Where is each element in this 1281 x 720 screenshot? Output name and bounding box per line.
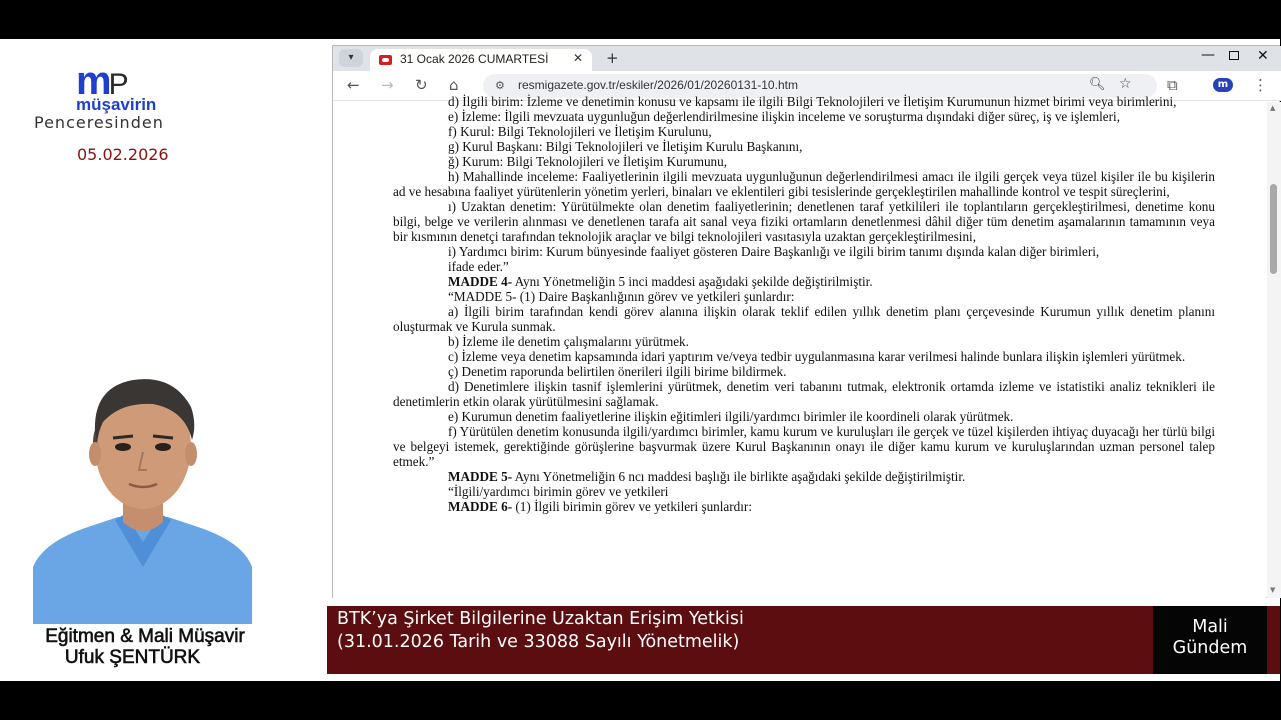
presenter-name: Ufuk ŞENTÜRK — [64, 647, 201, 668]
document-paragraph — [393, 259, 1215, 274]
article-heading: MADDE 6- — [448, 499, 513, 514]
extensions-icon[interactable]: ⧉ — [1167, 76, 1178, 94]
segment-label: Mali Gündem — [1172, 617, 1248, 658]
paragraph-text: ğ) Kurum: Bilgi Teknolojileri ve İletişim Kurumunu, — [448, 154, 728, 169]
bookmark-star-icon[interactable]: ☆ — [1119, 76, 1132, 92]
paragraph-text: “MADDE 5- (1) Daire Başkanlığının görev ve yetkileri şunlardır: — [448, 289, 795, 304]
logo-name: müşavirin — [76, 95, 157, 114]
document-paragraph — [393, 109, 1215, 124]
document-paragraph — [393, 379, 1215, 409]
plus-icon[interactable]: + — [606, 49, 619, 67]
vertical-scrollbar[interactable] — [1267, 102, 1281, 598]
tab-title: 31 Ocak 2026 CUMARTESİ — [400, 52, 549, 66]
paragraph-text: d) İlgili birim: İzleme ve denetimin konusu ve kapsamı ile ilgili Bilgi Teknolojileri ve İletişim Kurumunun hizmet birimi veya birimlerini, — [448, 94, 1177, 109]
scroll-down-icon[interactable]: ▼ — [1270, 586, 1276, 594]
video-date: 05.02.2026 — [77, 145, 169, 164]
paragraph-text: h) Mahallinde inceleme: Faaliyetlerinin ilgili mevzuata uygunluğunun değerlendirilmesi amacı ile ilgili gerçek veya tüzel kişiler ile bu kişilerin ad ve hesabına faaliyet yürütenlerin yönetim yerleri, binaları ve eklentileri gibi tesislerinde gerçekleştirilen mahallinde kontrol ve tespit süreçlerini, — [393, 169, 1215, 199]
lower-third-banner — [327, 606, 1153, 674]
menu-kebab-icon[interactable]: ⋮ — [1253, 76, 1268, 94]
paragraph-text: ifade eder.” — [448, 259, 509, 274]
document-paragraph — [393, 199, 1215, 244]
document-paragraph — [393, 469, 1215, 484]
banner-edge-strip — [1267, 606, 1280, 674]
paragraph-text: ç) Denetim raporunda belirtilen önerileri ilgili birime bildirmek. — [448, 364, 787, 379]
browser-window — [332, 45, 1280, 598]
paragraph-text: Aynı Yönetmeliğin 5 inci maddesi aşağıdaki şekilde değiştirilmiştir. — [512, 274, 873, 289]
headline-line-1: BTK’ya Şirket Bilgilerine Uzaktan Erişim Yetkisi — [337, 609, 744, 629]
scroll-thumb[interactable] — [1270, 184, 1277, 274]
maximize-icon[interactable] — [1229, 51, 1239, 60]
paragraph-text: ı) Uzaktan denetim: Yürütülmekte olan denetim faaliyetlerinin; denetlenen taraf yetkilileri ile toplantıların gerçekleştirilmesi, denetime konu bilgi, belge ve verilerin alınması ve denetlenen tarafa ait sanal veya fiziki ortamların denetlenmesi dâhil diğer tüm denetim aşamalarının tamamının veya bir kısmının denetçi tarafından teknolojik araçlar ve bilgi teknolojileri vasıtasıyla uzaktan gerçekleştirilmesini, — [393, 199, 1215, 244]
zoom-icon[interactable]: 🔍︎ — [1089, 77, 1106, 92]
headline-line-2: (31.01.2026 Tarih ve 33088 Sayılı Yönetmelik) — [337, 632, 740, 652]
paragraph-text: d) Denetimlere ilişkin tasnif işlemlerini yürütmek, denetim veri tabanını tutmak, elektronik ortamda izleme ve istatistiki analiz teknikleri ile denetimlerin etkin olarak yürütülmesini sağlamak. — [393, 379, 1215, 409]
site-settings-icon[interactable]: ⚙ — [495, 79, 505, 92]
favicon-icon — [379, 55, 392, 65]
close-icon[interactable]: ✕ — [573, 51, 584, 65]
document-paragraph — [393, 499, 1215, 514]
tab-resmi-gazete[interactable] — [370, 49, 592, 71]
logo-mark: mP — [76, 59, 129, 103]
tab-strip — [333, 46, 1281, 71]
document-paragraph — [393, 334, 1215, 349]
article-heading: MADDE 4- — [448, 274, 513, 289]
document-paragraph — [393, 364, 1215, 379]
document-paragraph — [393, 169, 1215, 199]
forward-arrow-icon[interactable]: → — [381, 76, 394, 94]
segment-label-box — [1153, 606, 1267, 674]
document-viewport[interactable] — [333, 94, 1266, 598]
document-paragraph — [393, 124, 1215, 139]
regulation-text — [393, 94, 1215, 514]
back-arrow-icon[interactable]: ← — [347, 76, 360, 94]
profile-avatar-icon[interactable]: m — [1213, 78, 1233, 92]
scroll-up-icon[interactable]: ▲ — [1270, 104, 1276, 112]
window-close-icon[interactable]: ✕ — [1257, 48, 1269, 64]
letterbox-bottom — [0, 681, 1280, 720]
letterbox-top — [0, 0, 1280, 39]
paragraph-text: “İlgili/yardımcı birimin görev ve yetkileri — [448, 484, 669, 499]
paragraph-text: Aynı Yönetmeliğin 6 ncı maddesi başlığı ile birlikte aşağıdaki şekilde değiştirilmiştir. — [512, 469, 966, 484]
document-paragraph — [393, 94, 1215, 109]
brand-subtitle: Penceresinden — [34, 113, 164, 132]
chevron-down-icon[interactable]: ▾ — [339, 49, 363, 67]
document-paragraph — [393, 139, 1215, 154]
reload-icon[interactable]: ↻ — [415, 76, 428, 94]
document-paragraph — [393, 484, 1215, 499]
article-heading: MADDE 5- — [448, 469, 513, 484]
paragraph-text: g) Kurul Başkanı: Bilgi Teknolojileri ve İletişim Kurulu Başkanını, — [448, 139, 803, 154]
document-paragraph — [393, 244, 1215, 259]
document-paragraph — [393, 154, 1215, 169]
minimize-icon[interactable]: — — [1201, 47, 1215, 63]
presenter-photo — [33, 362, 252, 624]
paragraph-text: e) İzleme: İlgili mevzuata uygunluğun değerlendirilmesine ilişkin inceleme ve soruşturma dışındaki diğer süreç, iş ve işlemleri, — [448, 109, 1121, 124]
document-paragraph — [393, 289, 1215, 304]
document-paragraph — [393, 304, 1215, 334]
home-icon[interactable]: ⌂ — [449, 76, 459, 94]
paragraph-text: e) Kurumun denetim faaliyetlerine ilişkin eğitimleri ilgili/yardımcı birimler ile koordineli olarak yürütmek. — [448, 409, 1014, 424]
brand-logo — [76, 61, 186, 113]
video-frame — [0, 39, 1280, 681]
paragraph-text: f) Kurul: Bilgi Teknolojileri ve İletişim Kurulunu, — [448, 124, 712, 139]
url-text: resmigazete.gov.tr/eskiler/2026/01/20260131-10.htm — [518, 78, 798, 92]
paragraph-text: a) İlgili birim tarafından kendi görev alanına ilişkin olarak teklif edilen yıllık denetim planı çerçevesinde Kurumun yıllık denetim planını oluşturmak ve Kurula sunmak. — [393, 304, 1215, 334]
paragraph-text: c) İzleme veya denetim kapsamında idari yaptırım ve/veya tedbir uygulanmasına karar verilmesi halinde bunlara ilişkin işlemleri yürütmek. — [448, 349, 1186, 364]
document-paragraph — [393, 424, 1215, 469]
paragraph-text: i) Yardımcı birim: Kurum bünyesinde faaliyet gösteren Daire Başkanlığı ve ilgili birim tanımı dışında kalan diğer birimleri, — [448, 244, 1100, 259]
document-paragraph — [393, 409, 1215, 424]
presenter-role: Eğitmen & Mali Müşavir — [45, 626, 245, 647]
presenter-portrait-icon — [33, 362, 252, 624]
document-paragraph — [393, 349, 1215, 364]
document-paragraph — [393, 274, 1215, 289]
paragraph-text: (1) İlgili birimin görev ve yetkileri şunlardır: — [512, 499, 752, 514]
paragraph-text: f) Yürütülen denetim konusunda ilgili/yardımcı birimler, kamu kurum ve kuruluşları ile gerçek ve tüzel kişilerden ihtiyaç duyacağı her türlü bilgi ve belgeyi istemek, gerektiğinde görüşlerine başvurmak üzere Kurul Başkanının onayı ile diğer kamu kurum ve kuruluşlarından uzman personel talep etmek.” — [393, 424, 1215, 469]
paragraph-text: b) İzleme ile denetim çalışmalarını yürütmek. — [448, 334, 689, 349]
